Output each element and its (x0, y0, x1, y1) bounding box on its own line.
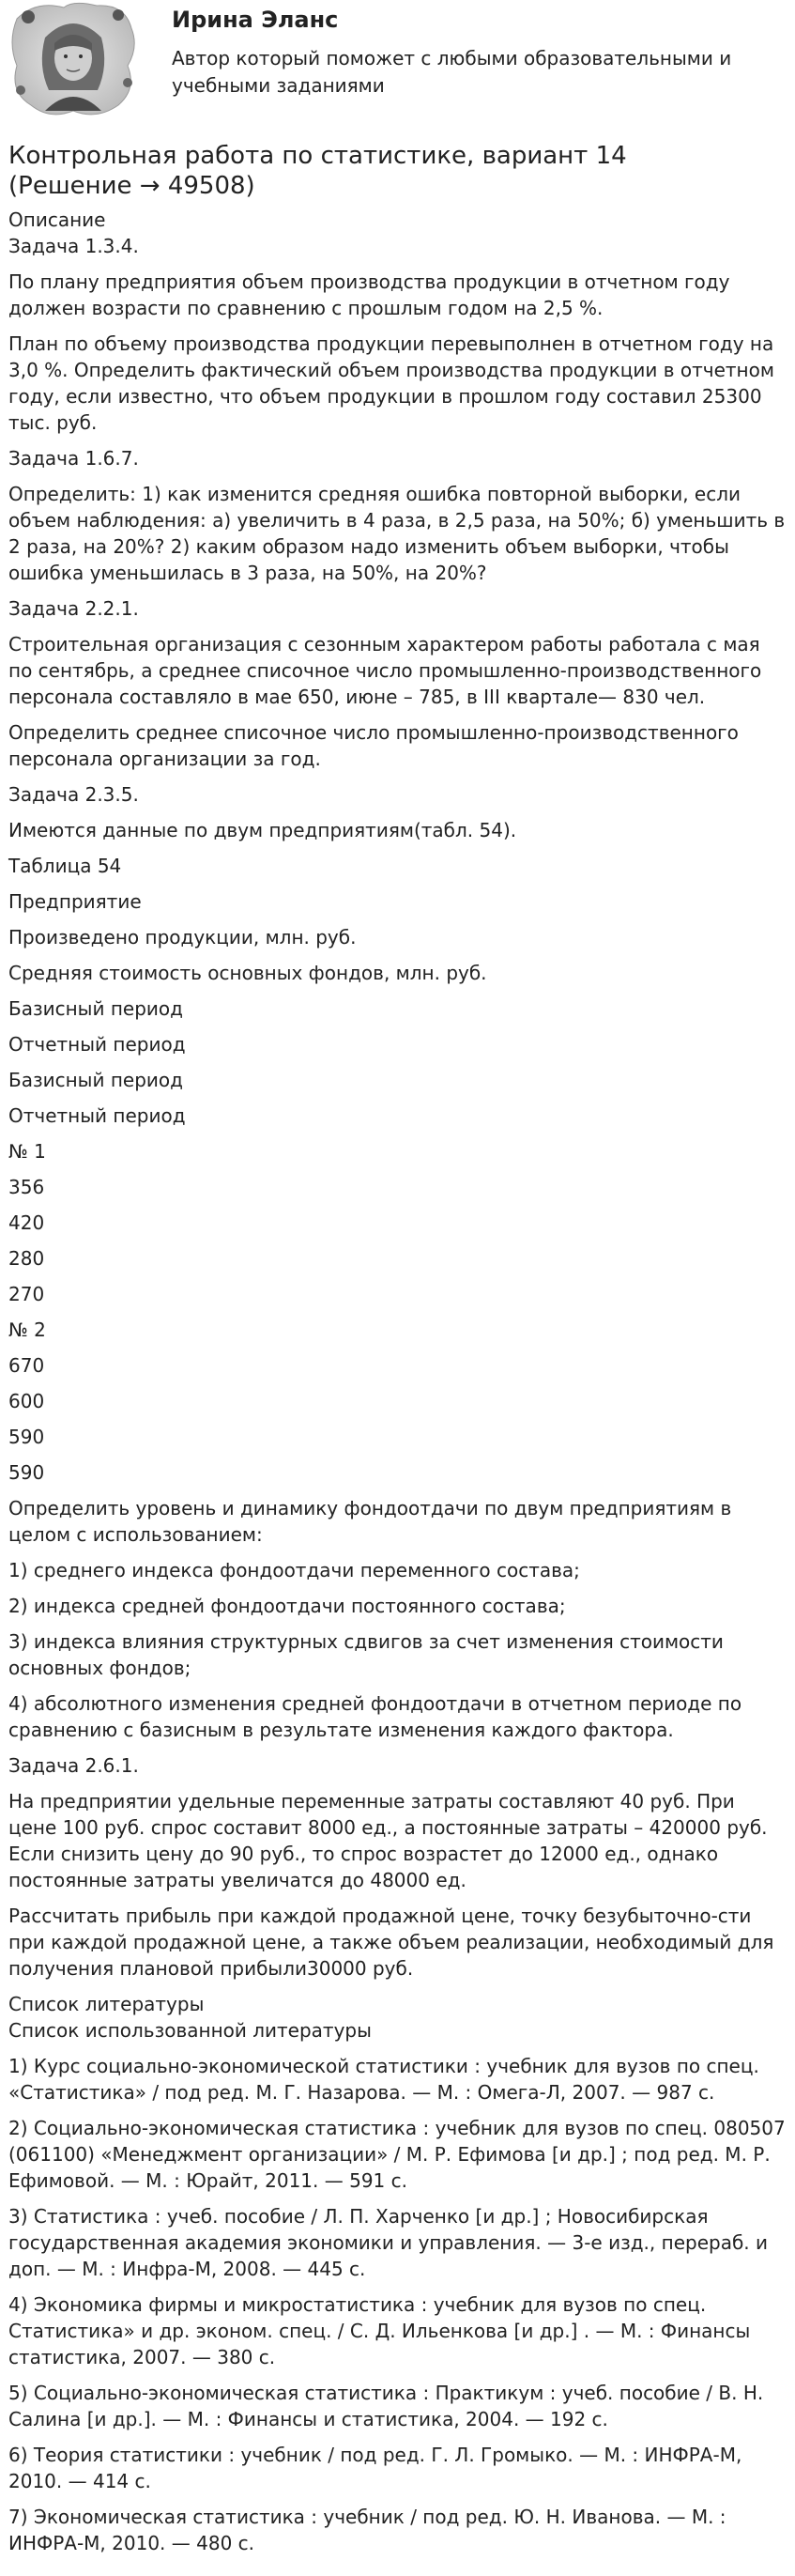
task-paragraph: 270 (8, 1283, 45, 1305)
task-paragraph: Определить уровень и динамику фондоотдачи по двум предприятиям в целом с использованием: (8, 1497, 732, 1546)
task-label: Задача 2.2.1. (8, 597, 139, 620)
tasks-section (8, 233, 787, 1982)
task-paragraph: Таблица 54 (8, 855, 122, 877)
task-paragraph: 2) индекса средней фондоотдачи постоянного состава; (8, 1595, 566, 1617)
task-label: Задача 2.3.5. (8, 783, 139, 806)
task-paragraph: На предприятии удельные переменные затраты составляют 40 руб. При цене 100 руб. спрос составит 8000 ед., а постоянные затраты – 420000 руб. Если снизить цену до 90 руб., то спрос возрастет до 12000 ед., однако постоянные затраты увеличатся до 48000 ед. (8, 1790, 768, 1891)
literature-list (8, 2053, 787, 2556)
author-description: Автор который поможет с любыми образовательными и учебными заданиями (172, 47, 732, 97)
task-label: Задача 2.6.1. (8, 1754, 139, 1777)
task-paragraph: Произведено продукции, млн. руб. (8, 926, 357, 949)
task-paragraph: Предприятие (8, 890, 142, 913)
task-paragraph: Рассчитать прибыль при каждой продажной цене, точку безубыточно-сти при каждой продажной цене, а также объем реализации, необходимый для получения плановой прибыли30000 руб. (8, 1905, 774, 1980)
task-paragraph: 590 (8, 1426, 45, 1448)
task-paragraph: 670 (8, 1354, 45, 1377)
task-paragraph: Строительная организация с сезонным характером работы работала с мая по сентябрь, а среднее списочное число промышленно-производственного персонала составляло в мае 650, июне – 785, в III квартале— 830 чел. (8, 633, 762, 708)
task-paragraph: 590 (8, 1461, 45, 1484)
task-paragraph: 1) среднего индекса фондоотдачи переменного состава; (8, 1559, 580, 1581)
task-paragraph: План по объему производства продукции перевыполнен в отчетном году на 3,0 %. Определить фактический объем производства продукции в отчетном году, если известно, что объем продукции в прошлом году составил 25300 тыс. руб. (8, 332, 774, 434)
task-paragraph: № 2 (8, 1319, 46, 1341)
literature-item: 4) Экономика фирмы и микростатистика : учебник для вузов по спец. Статистика» и др. эконом. спец. / С. Д. Ильенкова [и др.] . — М. : Финансы статистика, 2007. — 380 с. (8, 2293, 751, 2368)
author-avatar[interactable] (8, 0, 139, 120)
author-name[interactable]: Ирина Эланс (172, 7, 339, 33)
page-title: Контрольная работа по статистике, вариант 14 (Решение → 49508) (8, 142, 627, 200)
task-paragraph: 600 (8, 1390, 45, 1412)
task-paragraph: 420 (8, 1211, 45, 1234)
literature-item: 6) Теория статистики : учебник / под ред. Г. Л. Громыко. — М. : ИНФРА-М, 2010. — 414 с. (8, 2444, 742, 2492)
literature-item: 7) Экономическая статистика : учебник / под ред. Ю. Н. Иванова. — М. : ИНФРА-М, 2010. — 480 с. (8, 2506, 726, 2554)
task-paragraph: 3) индекса влияния структурных сдвигов за счет изменения стоимости основных фондов; (8, 1630, 724, 1679)
description-label: Описание (8, 208, 106, 231)
task-paragraph: Имеются данные по двум предприятиям(табл. 54). (8, 819, 517, 841)
literature-label: Список литературы (8, 1993, 205, 2015)
literature-item: 5) Социально-экономическая статистика : Практикум : учеб. пособие / В. Н. Салина [и др.]. — М. : Финансы и статистика, 2004. — 192 с. (8, 2382, 764, 2430)
task-label: Задача 1.6.7. (8, 447, 139, 470)
task-label: Задача 1.3.4. (8, 235, 139, 257)
task-paragraph: Определить среднее списочное число промышленно-производственного персонала организации за год. (8, 721, 739, 770)
literature-heading: Список использованной литературы (8, 2019, 372, 2042)
literature-item: 3) Статистика : учеб. пособие / Л. П. Харченко [и др.] ; Новосибирская государственная академия экономики и управления. — 3-е изд., перераб. и доп. — М. : Инфра-М, 2008. — 445 с. (8, 2205, 769, 2280)
task-paragraph: Определить: 1) как изменится средняя ошибка повторной выборки, если объем наблюдения: а) увеличить в 4 раза, в 2,5 раза, на 50%; б) уменьшить в 2 раза, на 20%? 2) каким образом надо изменить объем выборки, чтобы ошибка уменьшилась в 3 раза, на 50%, на 20%? (8, 483, 786, 584)
task-paragraph: Базисный период (8, 1069, 183, 1091)
literature-item: 2) Социально-экономическая статистика : учебник для вузов по спец. 080507 (061100) «Менеджмент организации» / М. Р. Ефимова [и др.] ; под ред. М. Р. Ефимовой. — М. : Юрайт, 2011. — 591 с. (8, 2117, 786, 2192)
literature-item: 1) Курс социально-экономической статистики : учебник для вузов по спец. «Статистика» / под ред. М. Г. Назарова. — М. : Омега-Л, 2007. — 987 с. (8, 2055, 759, 2104)
task-paragraph: Отчетный период (8, 1104, 186, 1127)
task-paragraph: 280 (8, 1247, 45, 1270)
main-content (0, 141, 795, 2556)
task-paragraph: Базисный период (8, 997, 183, 1020)
literature-section (8, 1991, 787, 2556)
task-paragraph: Отчетный период (8, 1033, 186, 1056)
task-paragraph: 356 (8, 1176, 45, 1198)
task-paragraph: По плану предприятия объем производства продукции в отчетном году должен возрасти по сравнению с прошлым годом на 2,5 %. (8, 270, 730, 319)
task-paragraph: 4) абсолютного изменения средней фондоотдачи в отчетном периоде по сравнению с базисным в результате изменения каждого фактора. (8, 1692, 742, 1741)
task-paragraph: Средняя стоимость основных фондов, млн. руб. (8, 962, 487, 984)
task-paragraph: № 1 (8, 1140, 46, 1163)
author-header (0, 0, 795, 141)
